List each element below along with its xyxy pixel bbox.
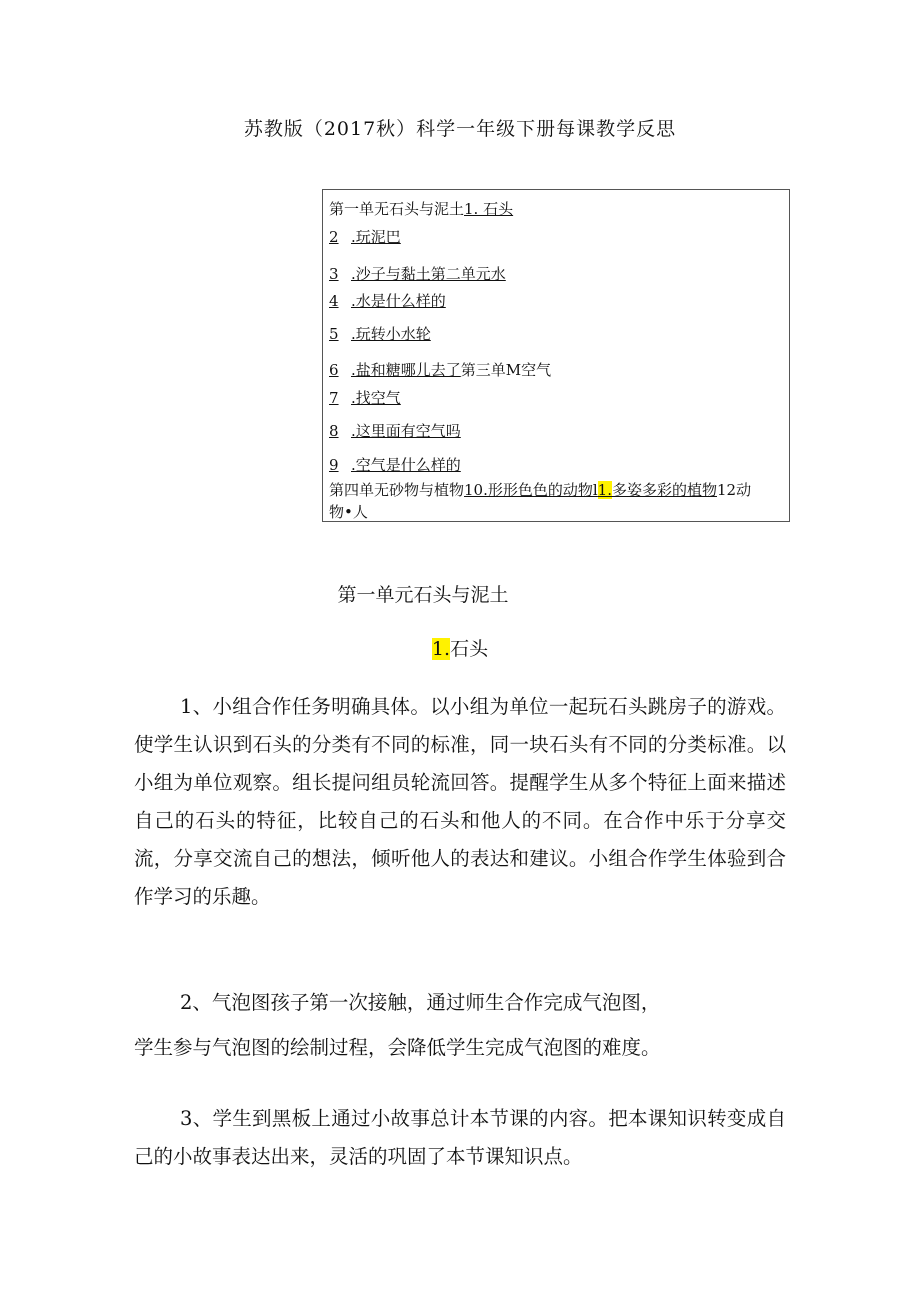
toc-line-9[interactable]	[329, 454, 461, 475]
toc-unit-4-label: 第四单无砂物与植物	[329, 481, 465, 499]
toc-link-lesson-4[interactable]: .水是什么样的	[351, 292, 446, 310]
toc-link-lesson-10[interactable]: 10.形形色色的动物l	[464, 481, 598, 499]
lesson-title: 石头	[450, 638, 489, 660]
lesson-number: 1.	[431, 638, 451, 660]
paragraph-2-line-1: 2、气泡图孩子第一次接触，通过师生合作完成气泡图，	[180, 991, 661, 1014]
toc-link-lesson-8[interactable]: .这里面有空气吗	[351, 422, 461, 440]
toc-link-lesson-11[interactable]: 多姿多彩的植物	[611, 481, 717, 499]
toc-highlight[interactable]: 1.	[597, 481, 612, 499]
toc-line-1	[329, 198, 513, 219]
toc-number: 9	[329, 456, 339, 474]
toc-number: 6	[329, 361, 339, 379]
page-title: 苏教版（2017秋）科学一年级下册每课教学反思	[243, 118, 677, 140]
toc-line-11	[329, 501, 368, 522]
toc-link-lesson-2[interactable]: .玩泥巴	[351, 228, 401, 246]
toc-line-10	[329, 479, 751, 500]
toc-number: 2	[329, 228, 339, 246]
toc-number: 3	[329, 265, 339, 283]
lesson-heading	[0, 634, 920, 661]
toc-line-6[interactable]	[329, 359, 551, 380]
toc-unit-1-label: 第一单无石头与泥土	[329, 200, 465, 218]
toc-line-4[interactable]	[329, 290, 446, 311]
toc-unit-3-label: 第三单M空气	[460, 361, 552, 379]
toc-line-3[interactable]	[329, 263, 506, 284]
toc-link-lesson-7[interactable]: .找空气	[351, 389, 401, 407]
paragraph-3: 3、学生到黑板上通过小故事总计本节课的内容。把本课知识转变成自己的小故事表达出来，灵活的巩固了本节课知识点。	[134, 1107, 786, 1168]
toc-number: 8	[329, 422, 339, 440]
toc-link-lesson-5[interactable]: .玩转小水轮	[351, 325, 431, 343]
toc-line-8[interactable]	[329, 420, 461, 441]
toc-lesson-12-end: 物•人	[329, 503, 368, 521]
toc-lesson-12-start: 12动	[717, 481, 752, 499]
toc-link-lesson-9[interactable]: .空气是什么样的	[351, 456, 461, 474]
toc-number: 7	[329, 389, 339, 407]
toc-link-lesson-1[interactable]: 1. 石头	[464, 200, 514, 218]
table-of-contents	[322, 189, 790, 522]
toc-line-7[interactable]	[329, 387, 401, 408]
paragraph-2-line-2: 学生参与气泡图的绘制过程，会降低学生完成气泡图的难度。	[134, 1036, 661, 1059]
unit-heading: 第一单元石头与泥土	[337, 584, 509, 606]
toc-link-lesson-6[interactable]: .盐和糖哪儿去了	[351, 361, 461, 379]
toc-number: 5	[329, 325, 339, 343]
toc-link-lesson-3[interactable]: .沙子与黏土第二单元水	[351, 265, 506, 283]
toc-line-5[interactable]	[329, 323, 431, 344]
toc-number: 4	[329, 292, 339, 310]
toc-line-2[interactable]	[329, 226, 401, 247]
paragraph-1: 1、小组合作任务明确具体。以小组为单位一起玩石头跳房子的游戏。使学生认识到石头的分类有不同的标准，同一块石头有不同的分类标准。以小组为单位观察。组长提问组员轮流回答。提醒学生从多个特征上面来描述自己的石头的特征，比较自己的石头和他人的不同。在合作中乐于分享交流，分享交流自己的想法，倾听他人的表达和建议。小组合作学生体验到合作学习的乐趣。	[134, 695, 786, 908]
